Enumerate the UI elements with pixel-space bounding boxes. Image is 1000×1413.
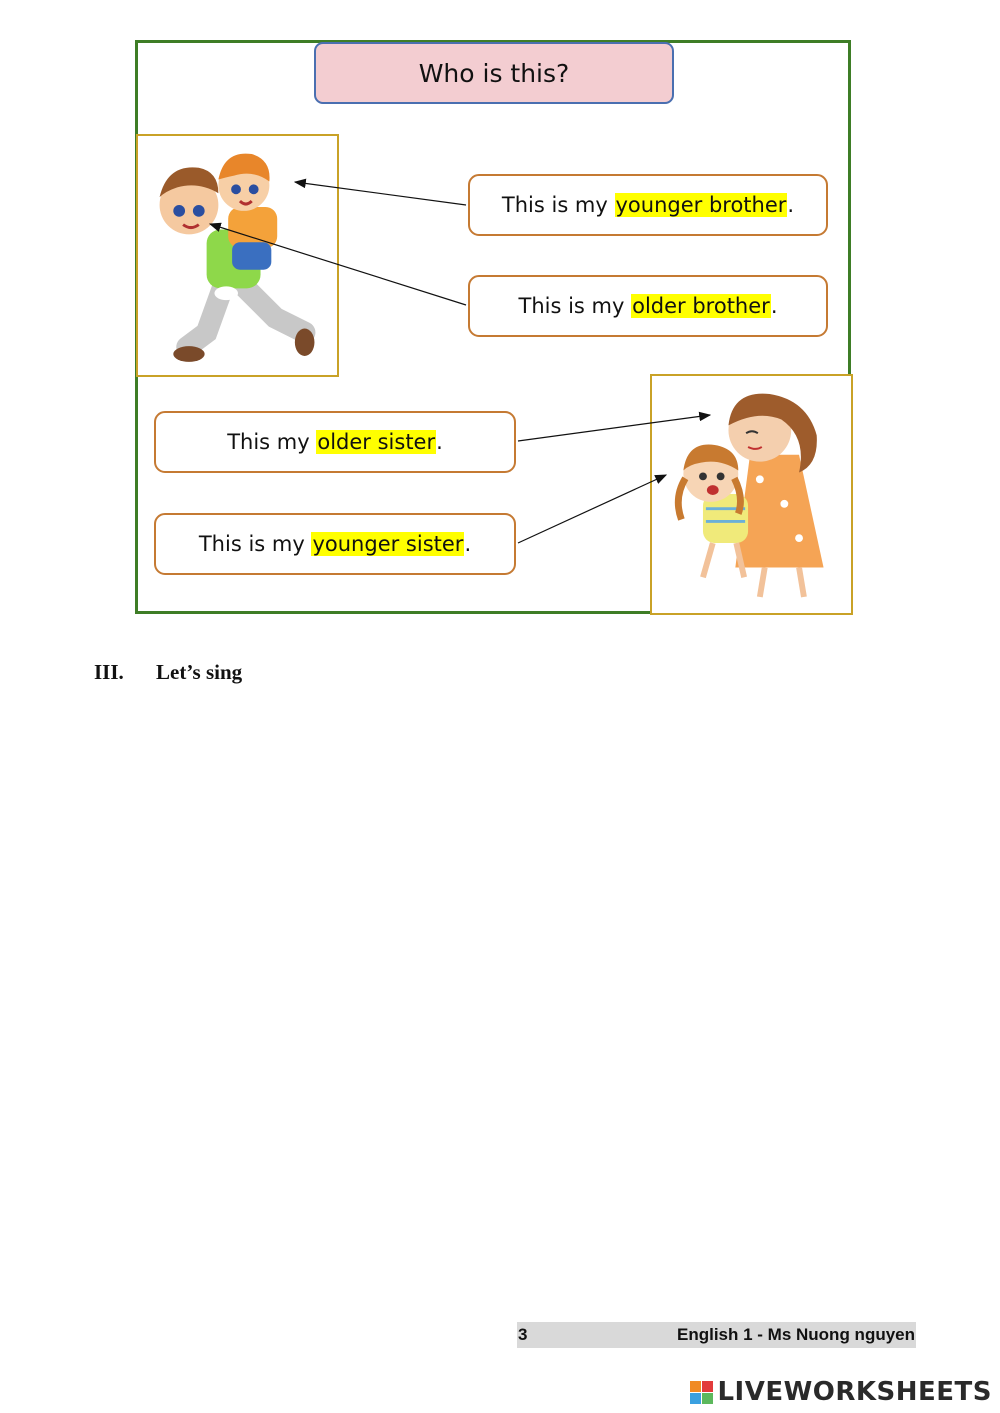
sentence-suffix: .: [436, 430, 443, 454]
sentence-suffix: .: [770, 294, 778, 318]
sisters-hugging-icon: [652, 376, 851, 613]
sentence-prefix: This my: [227, 430, 317, 454]
section-title: Let’s sing: [156, 660, 243, 684]
brothers-piggyback-icon: [138, 136, 337, 375]
sisters-picture: [650, 374, 853, 615]
page-number: 3: [518, 1325, 528, 1344]
footer-credit: English 1 - Ms Nuong nguyen: [677, 1325, 915, 1344]
sentence-prefix: This is my: [518, 294, 632, 318]
sentence-highlight: older sister: [317, 430, 436, 454]
liveworksheets-brand[interactable]: [690, 1377, 992, 1407]
page-footer: [517, 1322, 916, 1348]
sentence-highlight: older brother: [632, 294, 770, 318]
brothers-picture: [136, 134, 339, 377]
section-number: III.: [94, 660, 124, 684]
sentence-older-sister: [154, 411, 516, 473]
sentence-suffix: .: [464, 532, 472, 556]
sentence-younger-sister: [154, 513, 516, 575]
sentence-highlight: younger sister: [312, 532, 464, 556]
sentence-highlight: younger brother: [615, 193, 787, 217]
sentence-prefix: This is my: [501, 193, 615, 217]
brand-name: LIVEWORKSHEETS: [717, 1377, 992, 1407]
sentence-older-brother: [468, 275, 828, 337]
liveworksheets-logo-icon: [690, 1381, 713, 1404]
activity-title: Who is this?: [314, 42, 674, 104]
sentence-suffix: .: [787, 193, 795, 217]
sentence-younger-brother: [468, 174, 828, 236]
section-heading: [94, 660, 242, 685]
sentence-prefix: This is my: [198, 532, 312, 556]
